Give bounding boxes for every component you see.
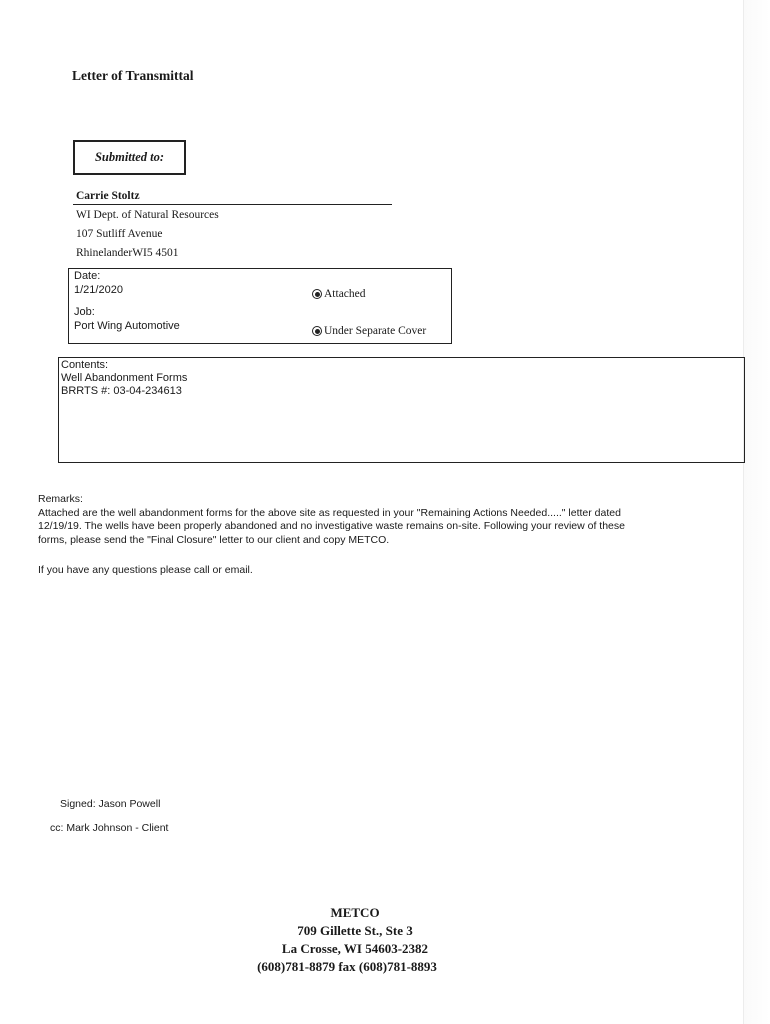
remarks-section (38, 493, 738, 547)
recipient-org: WI Dept. of Natural Resources (76, 209, 219, 221)
signature-line: Signed: Jason Powell (60, 798, 161, 810)
contents-item: BRRTS #: 03-04-234613 (61, 385, 182, 397)
scan-margin (743, 0, 770, 1024)
remarks-text-line: Attached are the well abandonment forms for the above site as requested in your "Remaining Actions Needed....." letter dated (38, 506, 621, 519)
contents-box (58, 357, 745, 463)
option-separate-label: Under Separate Cover (324, 325, 427, 337)
submitted-to-label: Submitted to: (94, 150, 165, 164)
option-separate-cover[interactable] (312, 325, 426, 337)
recipient-address-city: RhinelanderWI5 4501 (76, 247, 179, 259)
date-job-box (68, 268, 452, 344)
remarks-label: Remarks: (38, 493, 83, 505)
job-value: Port Wing Automotive (74, 320, 180, 332)
cc-line: cc: Mark Johnson - Client (50, 822, 169, 834)
recipient-name: Carrie Stoltz (76, 190, 140, 202)
submitted-to-box (73, 140, 186, 175)
option-attached-label: Attached (324, 288, 366, 300)
company-city: La Crosse, WI 54603-2382 (281, 941, 429, 956)
radio-selected-icon (312, 326, 322, 336)
recipient-divider (73, 204, 392, 205)
remarks-text-line: 12/19/19. The wells have been properly abandoned and no investigative waste remains on-site. Following your review of these (38, 520, 625, 532)
contents-label: Contents: (61, 359, 109, 371)
contents-item: Well Abandonment Forms (61, 372, 188, 384)
company-street: 709 Gillette St., Ste 3 (297, 923, 413, 938)
job-label: Job: (74, 306, 95, 318)
remarks-text-line: forms, please send the "Final Closure" letter to our client and copy METCO. (38, 533, 390, 546)
company-phone: (608)781-8879 fax (608)781-8893 (257, 959, 437, 974)
company-footer (200, 904, 510, 976)
date-label: Date: (74, 270, 101, 282)
date-value: 1/21/2020 (74, 284, 123, 296)
recipient-block (76, 187, 219, 263)
questions-note: If you have any questions please call or email. (38, 564, 253, 576)
document-title: Letter of Transmittal (72, 68, 194, 83)
recipient-address-street: 107 Sutliff Avenue (76, 228, 163, 240)
radio-selected-icon (312, 289, 322, 299)
company-name: METCO (330, 905, 380, 920)
option-attached[interactable] (312, 288, 366, 300)
